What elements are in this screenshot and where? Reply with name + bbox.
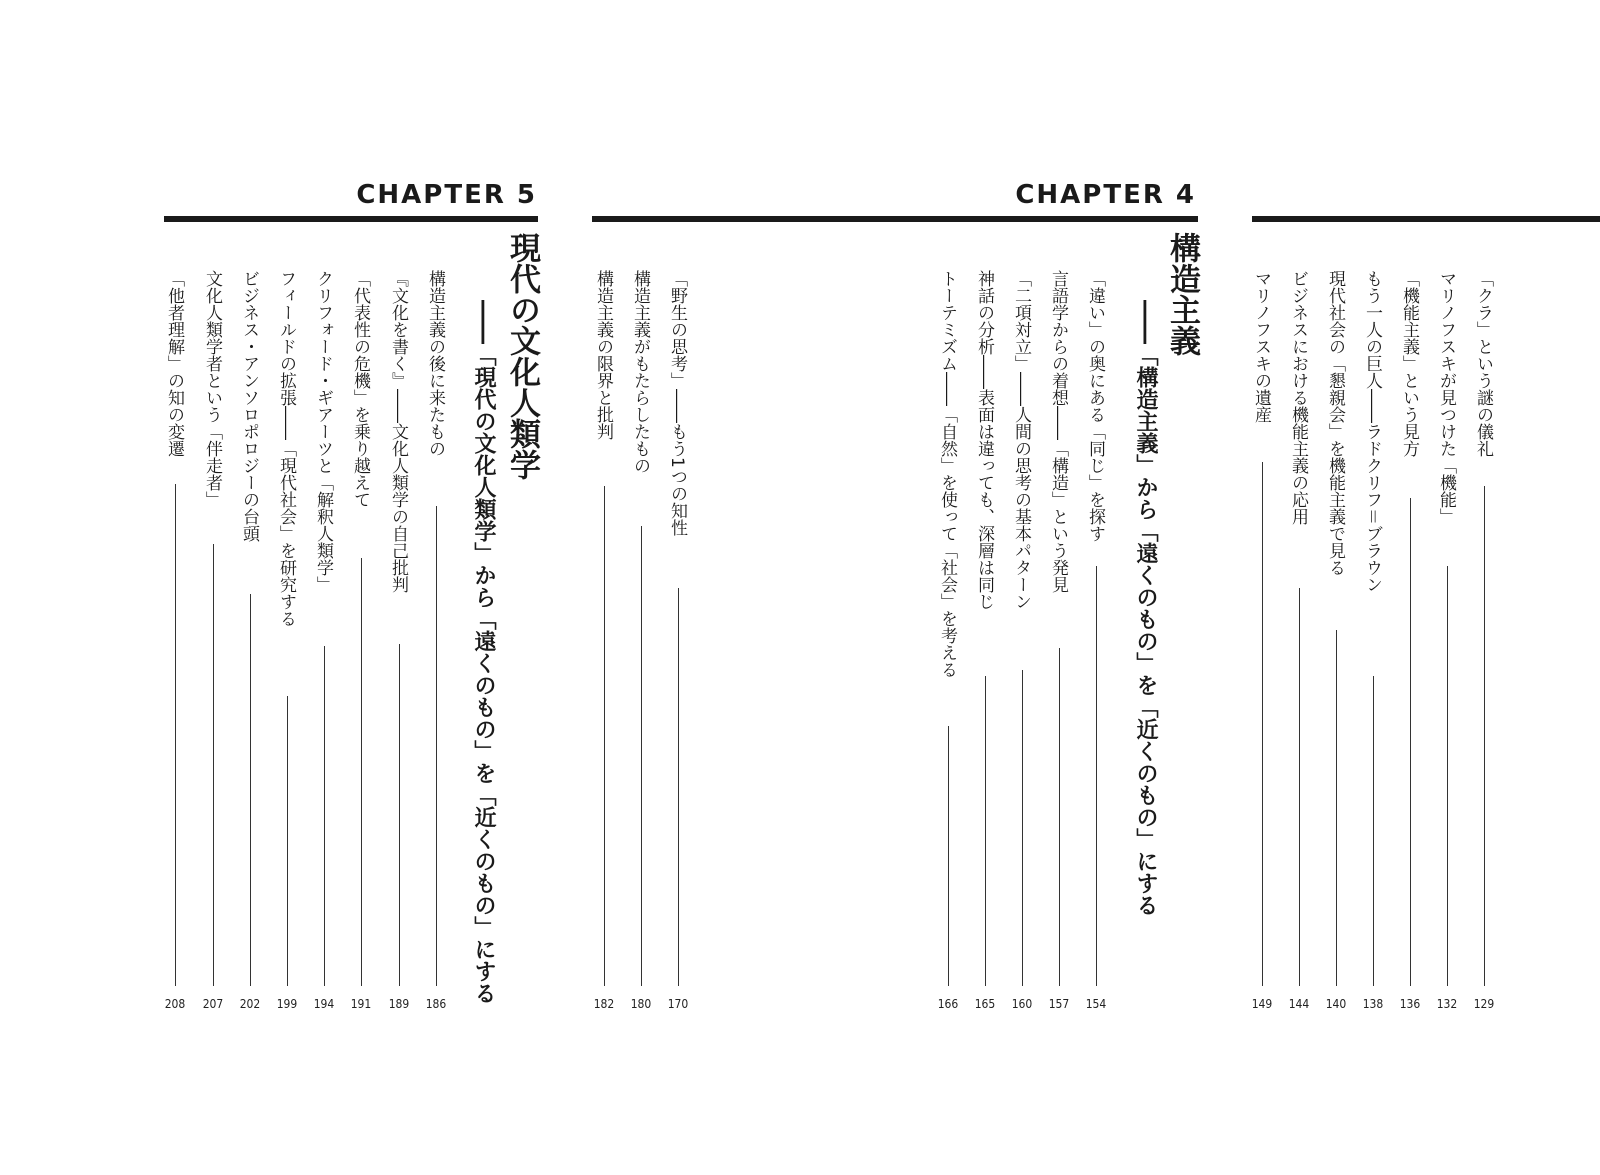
- toc-page-number: 154: [1085, 997, 1107, 1011]
- toc-page-number: 170: [667, 997, 689, 1011]
- toc-entry-title: 構造主義の後に来たもの: [425, 270, 445, 457]
- toc-page-number: 129: [1473, 997, 1495, 1011]
- toc-entry-title: 「二項対立」――人間の思考の基本パターン: [1011, 270, 1031, 610]
- toc-entry-title: ビジネス・アンソロポロジーの台頭: [239, 270, 259, 542]
- toc-page-number: 132: [1436, 997, 1458, 1011]
- toc-entry-title: 構造主義の限界と批判: [593, 270, 613, 440]
- chapter-3-rule: [1252, 216, 1600, 222]
- leader-line: [1022, 670, 1023, 986]
- toc-page-number: 202: [239, 997, 261, 1011]
- leader-line: [948, 726, 949, 986]
- toc-page-number: 207: [202, 997, 224, 1011]
- leader-line: [175, 484, 176, 986]
- toc-entry-title: 文化人類学者という「伴走者」: [202, 270, 222, 508]
- toc-entry-title: 「機能主義」という見方: [1399, 270, 1419, 457]
- leader-line: [1373, 676, 1374, 986]
- leader-line: [604, 486, 605, 986]
- toc-page-number: 160: [1011, 997, 1033, 1011]
- leader-line: [250, 594, 251, 986]
- leader-line: [399, 644, 400, 986]
- leader-line: [361, 558, 362, 986]
- toc-page-number: 186: [425, 997, 447, 1011]
- toc-entry-title: マリノフスキが見つけた「機能」: [1436, 270, 1456, 525]
- leader-line: [1447, 566, 1448, 986]
- toc-entry-title: フィールドの拡張――「現代社会」を研究する: [276, 270, 296, 627]
- chapter-5-title: 現代の文化人類学: [504, 232, 540, 480]
- toc-entry-title: 現代社会の「懇親会」を機能主義で見る: [1325, 270, 1345, 576]
- toc-page-number: 140: [1325, 997, 1347, 1011]
- toc-page-number: 144: [1288, 997, 1310, 1011]
- toc-entry-title: クリフォード・ギアーツと「解釈人類学」: [313, 270, 333, 593]
- toc-entry-title: 「クラ」という謎の儀礼: [1473, 270, 1493, 457]
- toc-page-number: 149: [1251, 997, 1273, 1011]
- leader-line: [678, 588, 679, 986]
- toc-entry-title: 神話の分析――表面は違っても、深層は同じ: [974, 270, 994, 610]
- leader-line: [1059, 648, 1060, 986]
- chapter-5-subtitle: ――「現代の文化人類学」から「遠くのもの」を「近くのもの」にする: [471, 300, 496, 1004]
- toc-page-number: 182: [593, 997, 615, 1011]
- toc-entry-title: ビジネスにおける機能主義の応用: [1288, 270, 1308, 525]
- toc-page-number: 199: [276, 997, 298, 1011]
- toc-entry-title: マリノフスキの遺産: [1251, 270, 1271, 423]
- chapter-4-label: CHAPTER 4: [1015, 180, 1196, 210]
- toc-page-number: 191: [350, 997, 372, 1011]
- leader-line: [1096, 566, 1097, 986]
- toc-entry-title: 「他者理解」の知の変遷: [164, 270, 184, 457]
- leader-line: [985, 676, 986, 986]
- chapter-4-rule: [592, 216, 1198, 222]
- chapter-4-subtitle: ――「構造主義」から「遠くのもの」を「近くのもの」にする: [1133, 300, 1158, 916]
- toc-entry-title: トーテミズム――「自然」を使って「社会」を考える: [937, 270, 957, 678]
- toc-entry-title: 「野生の思考」――もう1つの知性: [667, 270, 687, 536]
- toc-entry-title: 「違い」の奥にある「同じ」を探す: [1085, 270, 1105, 542]
- leader-line: [1336, 630, 1337, 986]
- toc-page-number: 194: [313, 997, 335, 1011]
- toc-page-number: 180: [630, 997, 652, 1011]
- toc-page-number: 138: [1362, 997, 1384, 1011]
- leader-line: [1262, 462, 1263, 986]
- toc-page-number: 208: [164, 997, 186, 1011]
- toc-entry-title: 「代表性の危機」を乗り越えて: [350, 270, 370, 508]
- leader-line: [641, 526, 642, 986]
- leader-line: [324, 646, 325, 986]
- leader-line: [287, 696, 288, 986]
- leader-line: [1299, 588, 1300, 986]
- toc-entry-title: 構造主義がもたらしたもの: [630, 270, 650, 474]
- toc-page-number: 157: [1048, 997, 1070, 1011]
- toc-page-number: 166: [937, 997, 959, 1011]
- toc-entry-title: 『文化を書く』――文化人類学の自己批判: [388, 270, 408, 593]
- chapter-4-title: 構造主義: [1164, 232, 1200, 356]
- leader-line: [1484, 486, 1485, 986]
- toc-entry-title: もう一人の巨人――ラドクリフ＝ブラウン: [1362, 270, 1382, 593]
- toc-page-number: 136: [1399, 997, 1421, 1011]
- leader-line: [1410, 498, 1411, 986]
- toc-page-number: 189: [388, 997, 410, 1011]
- toc-entry-title: 言語学からの着想――「構造」という発見: [1048, 270, 1068, 593]
- toc-page-number: 165: [974, 997, 996, 1011]
- leader-line: [213, 544, 214, 986]
- chapter-5-rule: [164, 216, 538, 222]
- chapter-5-label: CHAPTER 5: [356, 180, 537, 210]
- leader-line: [436, 506, 437, 986]
